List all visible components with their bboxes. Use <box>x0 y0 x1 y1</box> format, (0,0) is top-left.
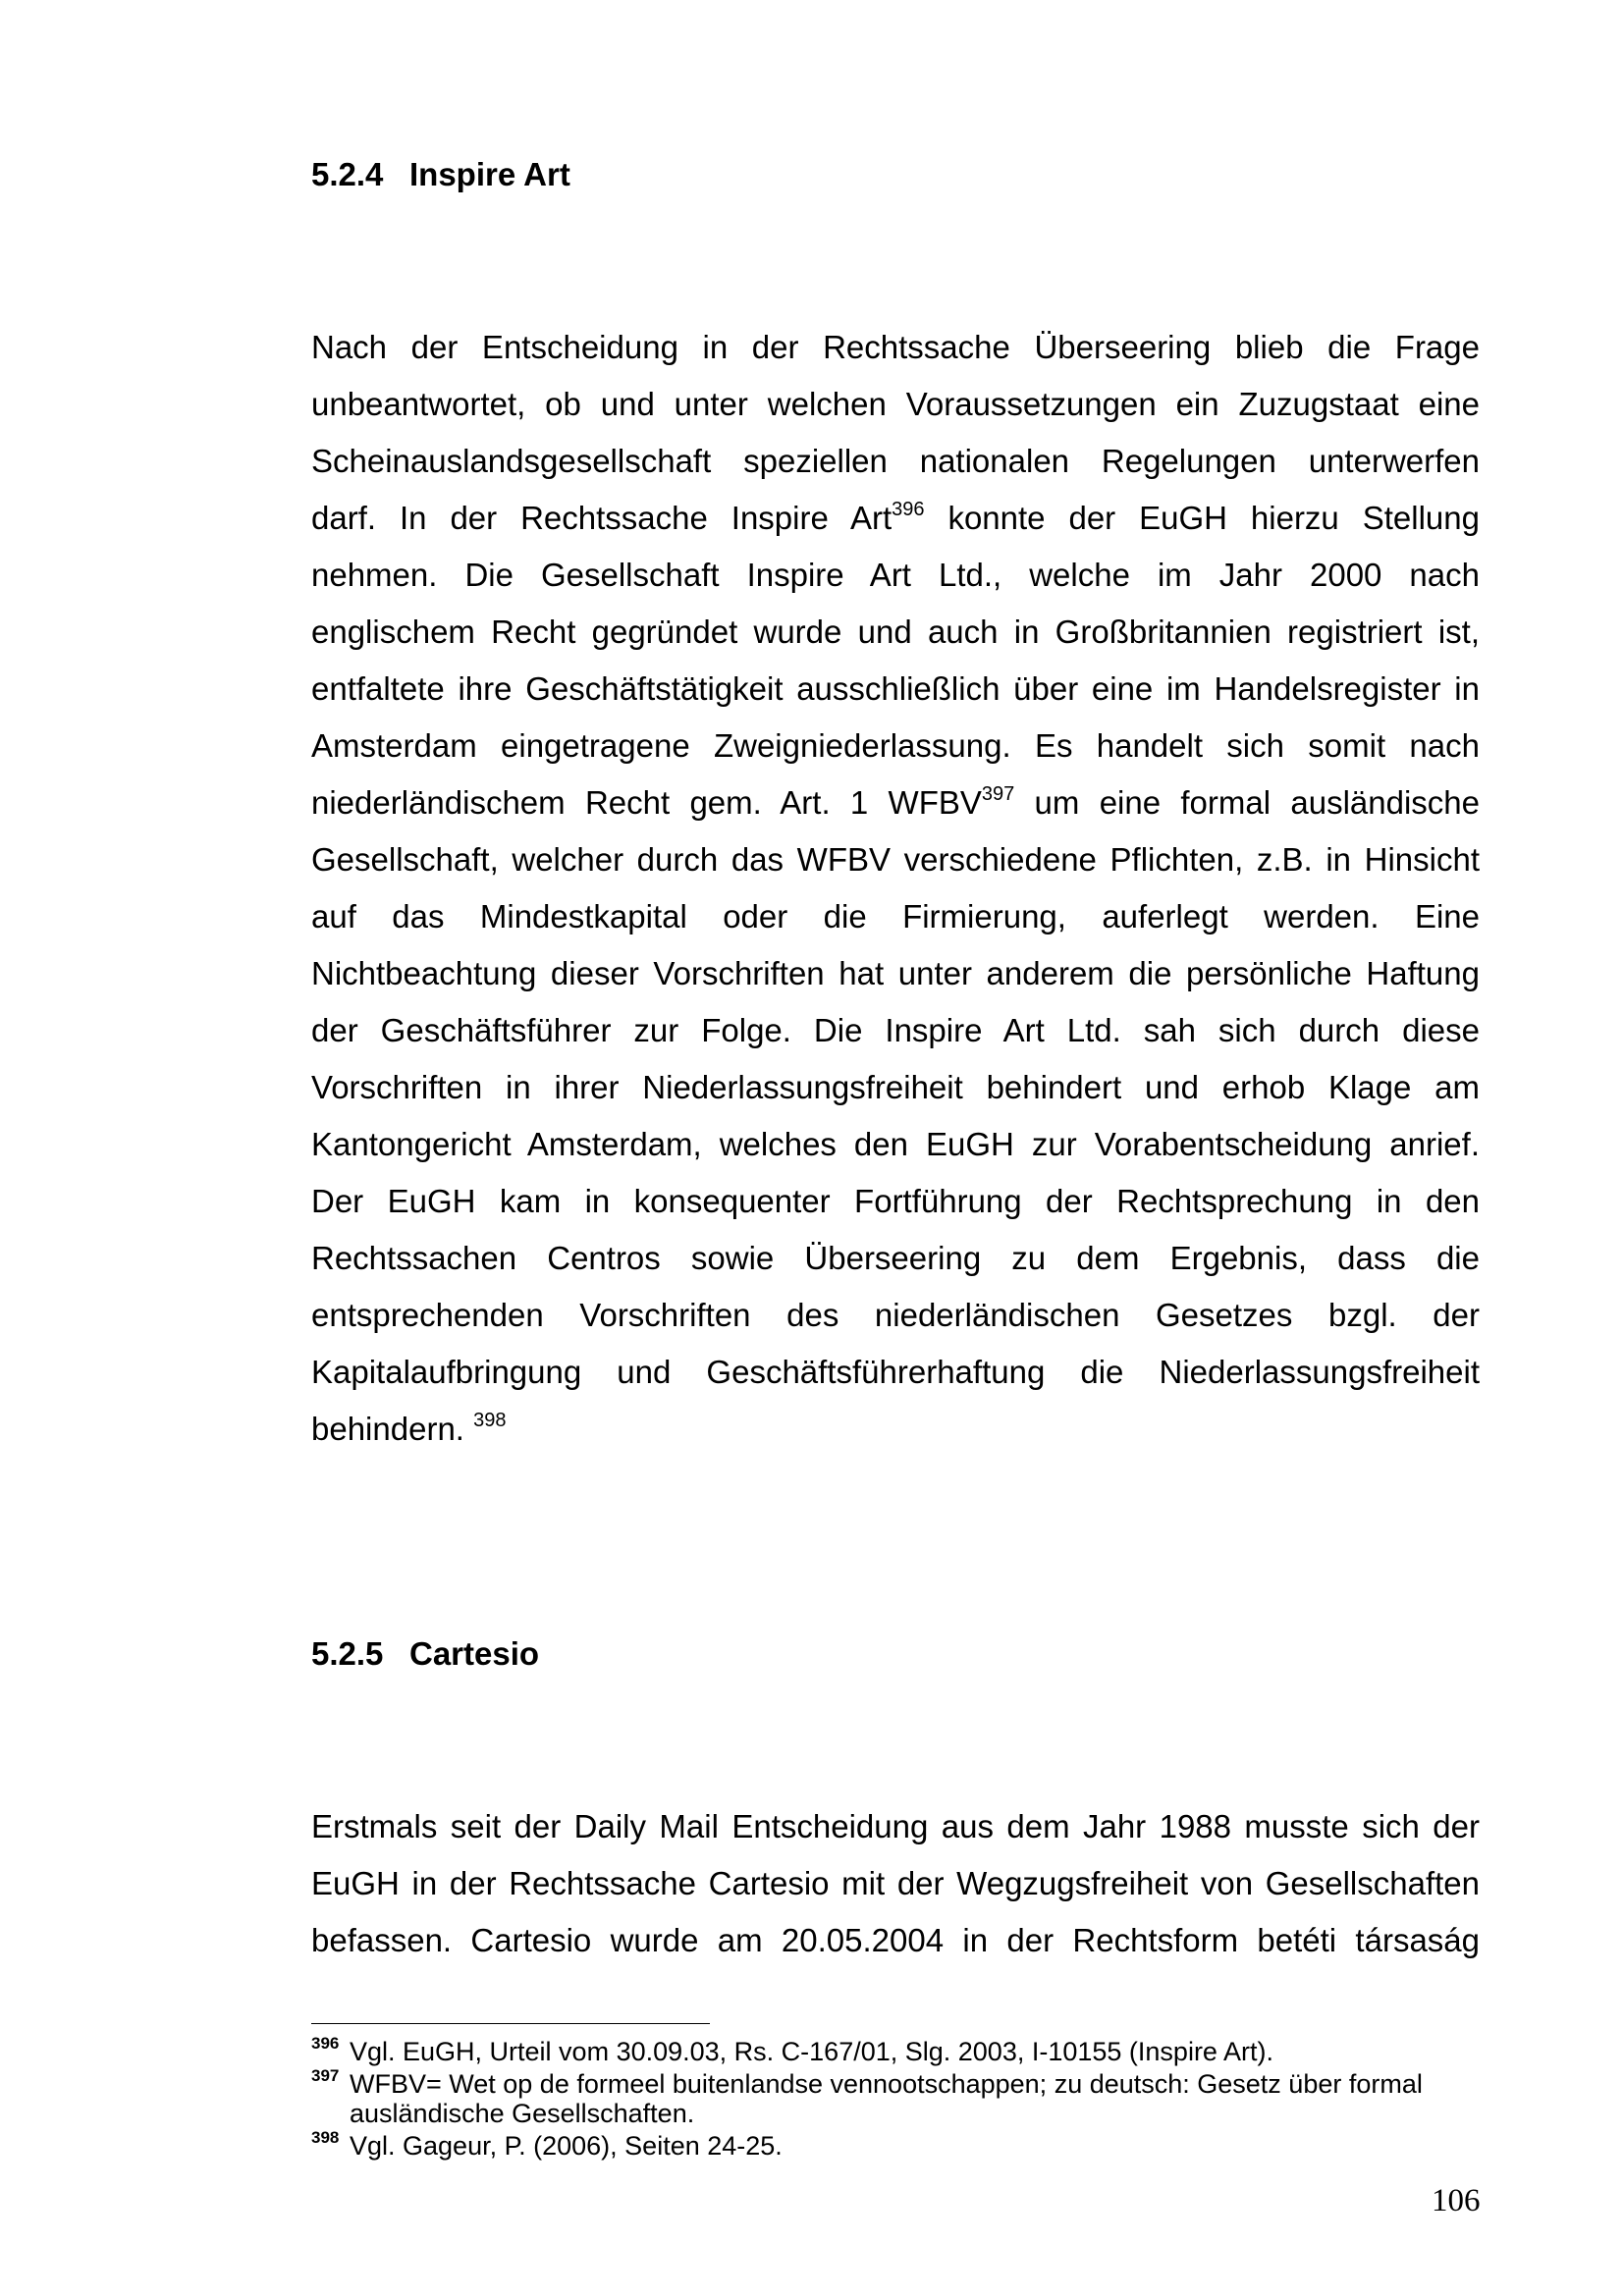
footnote-mark: 397 <box>311 2066 340 2085</box>
section-title: Inspire Art <box>409 156 570 192</box>
section-heading-5-2-4 <box>311 155 570 194</box>
text-line: befassen. Cartesio wurde am 20.05.2004 in der Rechtsform betéti társaság <box>311 1922 1480 1958</box>
section-number: 5.2.5 <box>311 1635 384 1672</box>
footnote-text: WFBV= Wet op de formeel buitenlandse vennootschappen; zu deutsch: Gesetz über formal <box>350 2069 1423 2099</box>
text-run: niederländischem Recht gem. Art. 1 WFBV <box>311 784 982 821</box>
footnote-text-continued: ausländische Gesellschaften. <box>350 2099 695 2128</box>
text-line <box>311 774 1480 831</box>
footnote-separator <box>311 2023 710 2024</box>
text-line: Nach der Entscheidung in der Rechtssache Überseering blieb die Frage <box>311 329 1480 365</box>
section-number: 5.2.4 <box>311 156 384 192</box>
text-line: Vorschriften in ihrer Niederlassungsfreiheit behindert und erhob Klage am <box>311 1069 1480 1105</box>
paragraph-inspire-art <box>311 319 1480 1458</box>
footnote-mark: 396 <box>311 2034 340 2053</box>
text-run: konnte der EuGH hierzu Stellung <box>924 500 1480 536</box>
text-line: Kapitalaufbringung und Geschäftsführerhaftung die Niederlassungsfreiheit <box>311 1354 1480 1390</box>
text-line: nehmen. Die Gesellschaft Inspire Art Ltd., welche im Jahr 2000 nach <box>311 557 1480 593</box>
text-line: Kantongericht Amsterdam, welches den EuGH zur Vorabentscheidung anrief. <box>311 1126 1480 1162</box>
text-line: Erstmals seit der Daily Mail Entscheidung aus dem Jahr 1988 musste sich der <box>311 1808 1480 1844</box>
text-run: darf. In der Rechtssache Inspire Art <box>311 500 893 536</box>
footnote-text: Vgl. EuGH, Urteil vom 30.09.03, Rs. C-167/01, Slg. 2003, I-10155 (Inspire Art). <box>350 2037 1273 2066</box>
text-line: Rechtssachen Centros sowie Überseering zu dem Ergebnis, dass die <box>311 1240 1480 1276</box>
footnote-text: Vgl. Gageur, P. (2006), Seiten 24-25. <box>350 2131 783 2161</box>
text-line: EuGH in der Rechtssache Cartesio mit der Wegzugsfreiheit von Gesellschaften <box>311 1865 1480 1901</box>
text-line: englischem Recht gegründet wurde und auch in Großbritannien registriert ist, <box>311 614 1480 650</box>
text-run: um eine formal ausländische <box>1014 784 1480 821</box>
text-line: entfaltete ihre Geschäftstätigkeit ausschließlich über eine im Handelsregister in <box>311 670 1480 707</box>
text-line <box>311 1401 1480 1458</box>
section-heading-5-2-5 <box>311 1634 539 1674</box>
text-line: Der EuGH kam in konsequenter Fortführung der Rechtsprechung in den <box>311 1183 1480 1219</box>
footnote-ref-397: 397 <box>981 783 1015 805</box>
footnote-mark: 398 <box>311 2128 340 2147</box>
text-line: unbeantwortet, ob und unter welchen Voraussetzungen ein Zuzugstaat eine <box>311 386 1480 422</box>
footnote-ref-398: 398 <box>473 1410 507 1431</box>
paragraph-cartesio <box>311 1798 1480 1969</box>
text-line <box>311 490 1480 547</box>
text-line: Amsterdam eingetragene Zweigniederlassung. Es handelt sich somit nach <box>311 727 1480 764</box>
text-line: entsprechenden Vorschriften des niederländischen Gesetzes bzgl. der <box>311 1297 1480 1333</box>
text-line: Gesellschaft, welcher durch das WFBV verschiedene Pflichten, z.B. in Hinsicht <box>311 841 1480 878</box>
page-number: 106 <box>1432 2183 1481 2218</box>
text-line: der Geschäftsführer zur Folge. Die Inspire Art Ltd. sah sich durch diese <box>311 1012 1480 1048</box>
text-line: auf das Mindestkapital oder die Firmierung, auferlegt werden. Eine <box>311 898 1480 934</box>
text-line: Scheinauslandsgesellschaft speziellen nationalen Regelungen unterwerfen <box>311 443 1480 479</box>
text-run: behindern. <box>311 1411 474 1447</box>
footnote-ref-396: 396 <box>892 499 925 520</box>
text-line: Nichtbeachtung dieser Vorschriften hat unter anderem die persönliche Haftung <box>311 955 1480 991</box>
section-title: Cartesio <box>409 1635 540 1672</box>
